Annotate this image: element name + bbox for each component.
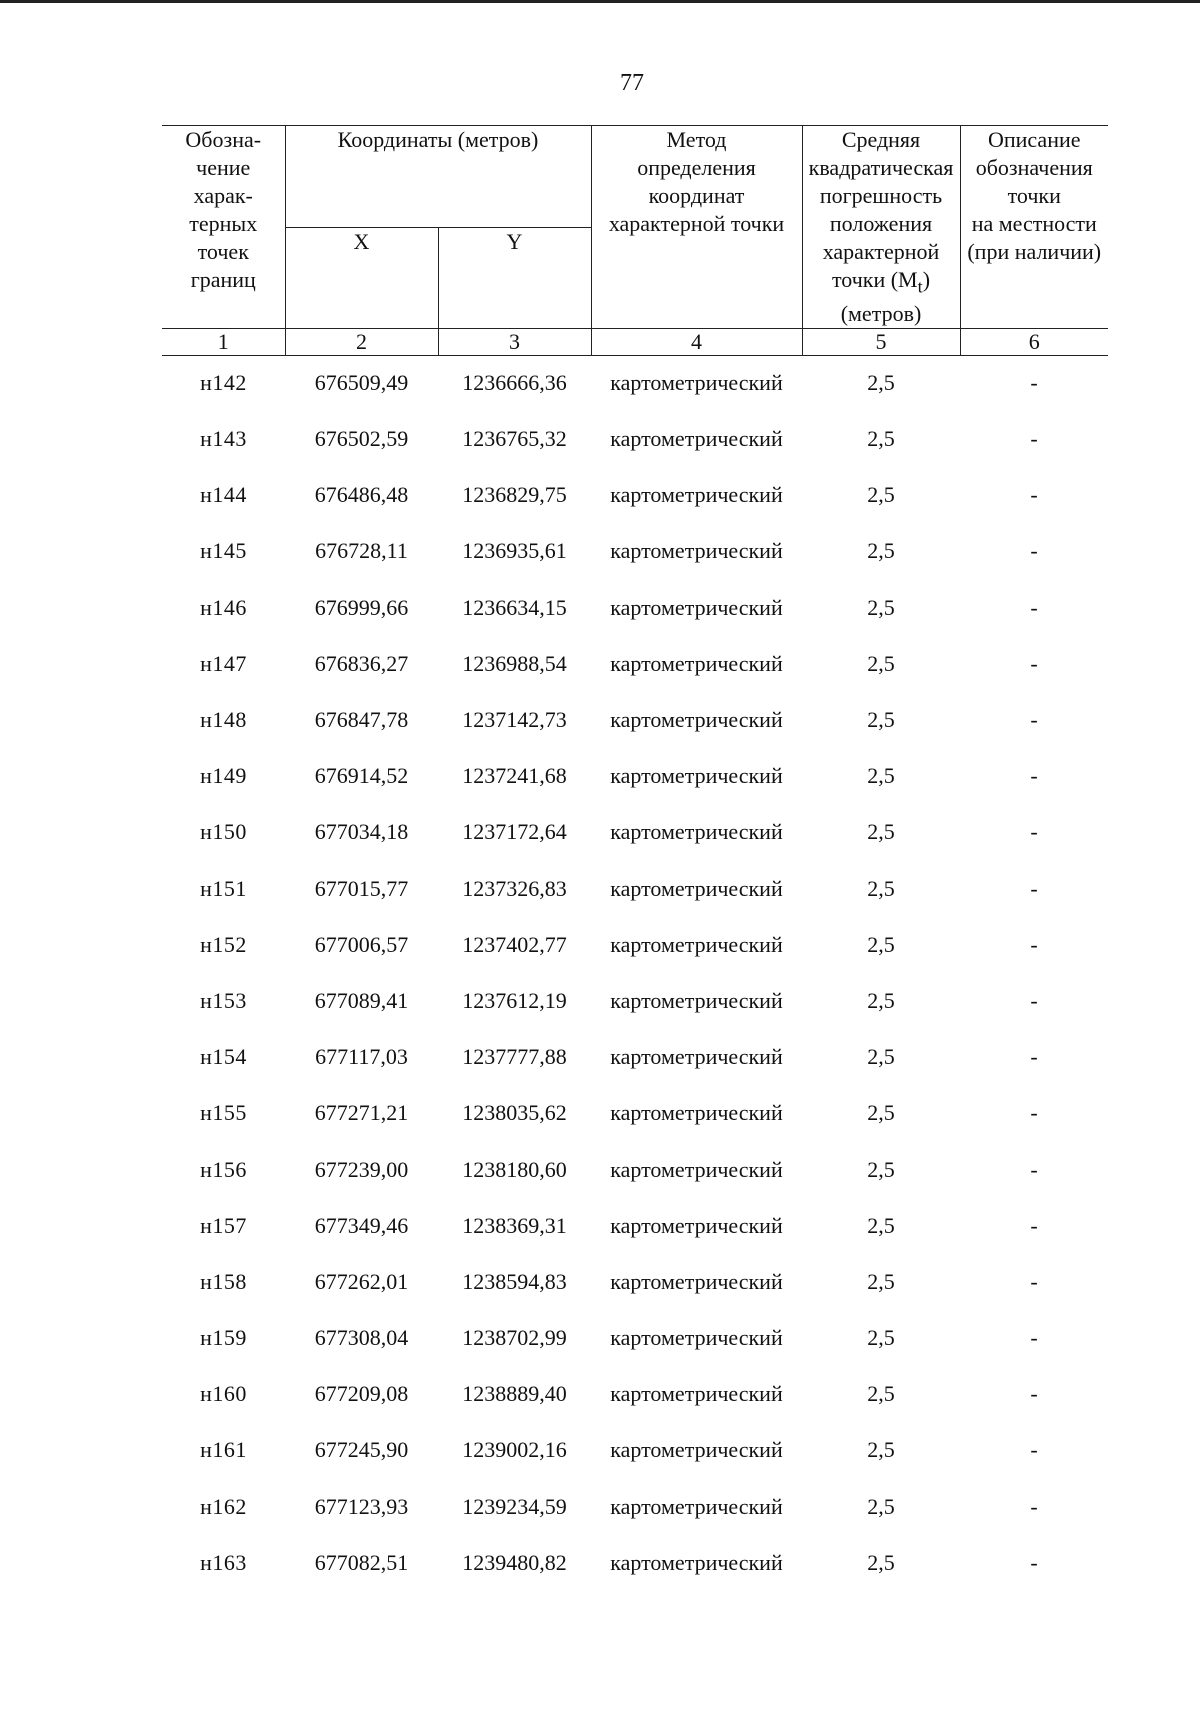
cell-description: - — [1030, 482, 1038, 508]
cell-description: - — [1030, 1549, 1038, 1575]
cell-method: картометрический — [610, 1493, 783, 1519]
cell-method: картометрический — [610, 987, 783, 1013]
cell-description: - — [1030, 987, 1038, 1013]
table-row — [162, 412, 1108, 468]
cell-y: 1236829,75 — [462, 482, 567, 508]
cell-description: - — [1030, 1212, 1038, 1238]
cell-y: 1239234,59 — [462, 1493, 567, 1519]
cell-x: 677015,77 — [314, 875, 409, 901]
cell-y: 1237326,83 — [462, 875, 567, 901]
cell-method: картометрический — [610, 1044, 783, 1070]
cell-method: картометрический — [610, 1437, 783, 1463]
column-number: 5 — [802, 329, 960, 356]
cell-y: 1238369,31 — [462, 1212, 567, 1238]
cell-error: 2,5 — [867, 1044, 895, 1070]
cell-point: н151 — [200, 875, 247, 901]
table-row — [162, 581, 1108, 637]
cell-method: картометрический — [610, 538, 783, 564]
cell-description: - — [1030, 931, 1038, 957]
table-row — [162, 1480, 1108, 1536]
cell-error: 2,5 — [867, 819, 895, 845]
table-row — [162, 1199, 1108, 1255]
cell-point: н154 — [200, 1044, 247, 1070]
cell-point: н143 — [200, 426, 247, 452]
cell-method: картометрический — [610, 1325, 783, 1351]
cell-x: 676502,59 — [314, 426, 409, 452]
header-coordinates: Координаты (метров) — [285, 126, 591, 228]
cell-description: - — [1030, 1156, 1038, 1182]
cell-point: н163 — [200, 1549, 247, 1575]
header-error: Средняя квадратическая погрешность положения характерной точки $(M_t)$ (метров) — [802, 126, 960, 329]
cell-y: 1239480,82 — [462, 1549, 567, 1575]
table-row — [162, 1030, 1108, 1086]
cell-description: - — [1030, 1437, 1038, 1463]
cell-y: 1237612,19 — [462, 987, 567, 1013]
cell-description: - — [1030, 426, 1038, 452]
column-number: 2 — [285, 329, 438, 356]
cell-y: 1238594,83 — [462, 1268, 567, 1294]
cell-point: н150 — [200, 819, 247, 845]
cell-x: 676836,27 — [314, 650, 409, 676]
cell-error: 2,5 — [867, 875, 895, 901]
cell-description: - — [1030, 1325, 1038, 1351]
cell-y: 1237142,73 — [462, 707, 567, 733]
cell-point: н144 — [200, 482, 247, 508]
table-row — [162, 1255, 1108, 1311]
cell-point: н146 — [200, 594, 247, 620]
table-row — [162, 1143, 1108, 1199]
cell-method: картометрический — [610, 1381, 783, 1407]
cell-x: 677006,57 — [314, 931, 409, 957]
cell-point: н156 — [200, 1156, 247, 1182]
cell-error: 2,5 — [867, 426, 895, 452]
header-description: Описание обозначения точки на местности (при наличии) — [960, 126, 1108, 329]
cell-description: - — [1030, 763, 1038, 789]
cell-point: н159 — [200, 1325, 247, 1351]
cell-description: - — [1030, 1381, 1038, 1407]
cell-y: 1236988,54 — [462, 650, 567, 676]
cell-x: 677123,93 — [314, 1493, 409, 1519]
cell-x: 676728,11 — [315, 538, 408, 564]
cell-error: 2,5 — [867, 1381, 895, 1407]
cell-error: 2,5 — [867, 482, 895, 508]
cell-error: 2,5 — [867, 1325, 895, 1351]
cell-x: 676509,49 — [314, 370, 409, 396]
header-method: Метод определения координат характерной точки — [591, 126, 802, 329]
cell-error: 2,5 — [867, 1156, 895, 1182]
cell-point: н157 — [200, 1212, 247, 1238]
table-body — [162, 356, 1108, 1592]
cell-error: 2,5 — [867, 1493, 895, 1519]
cell-description: - — [1030, 538, 1038, 564]
cell-x: 676914,52 — [314, 763, 409, 789]
coordinates-table — [162, 125, 1108, 1592]
cell-y: 1238035,62 — [462, 1100, 567, 1126]
cell-method: картометрический — [610, 426, 783, 452]
cell-method: картометрический — [610, 1156, 783, 1182]
cell-point: н149 — [200, 763, 247, 789]
column-numbers-row — [162, 329, 1108, 356]
cell-error: 2,5 — [867, 370, 895, 396]
cell-method: картометрический — [610, 763, 783, 789]
cell-error: 2,5 — [867, 987, 895, 1013]
cell-point: н153 — [200, 987, 247, 1013]
cell-description: - — [1030, 875, 1038, 901]
cell-x: 677262,01 — [314, 1268, 409, 1294]
table-row — [162, 693, 1108, 749]
table-row — [162, 468, 1108, 524]
cell-description: - — [1030, 819, 1038, 845]
cell-y: 1236765,32 — [462, 426, 567, 452]
column-number: 4 — [591, 329, 802, 356]
table-row — [162, 1536, 1108, 1592]
cell-y: 1237777,88 — [462, 1044, 567, 1070]
table-row — [162, 637, 1108, 693]
cell-error: 2,5 — [867, 707, 895, 733]
cell-method: картометрический — [610, 370, 783, 396]
cell-error: 2,5 — [867, 538, 895, 564]
column-number: 6 — [960, 329, 1108, 356]
cell-x: 677082,51 — [314, 1549, 409, 1575]
cell-y: 1236935,61 — [462, 538, 567, 564]
cell-y: 1237402,77 — [462, 931, 567, 957]
table-row — [162, 862, 1108, 918]
cell-method: картометрический — [610, 1549, 783, 1575]
cell-method: картометрический — [610, 1212, 783, 1238]
scan-top-edge — [0, 0, 1200, 3]
cell-y: 1236634,15 — [462, 594, 567, 620]
cell-error: 2,5 — [867, 1437, 895, 1463]
table-row — [162, 1367, 1108, 1423]
cell-error: 2,5 — [867, 1268, 895, 1294]
cell-x: 677117,03 — [315, 1044, 408, 1070]
column-number: 1 — [162, 329, 285, 356]
cell-description: - — [1030, 370, 1038, 396]
cell-description: - — [1030, 1268, 1038, 1294]
cell-x: 677271,21 — [314, 1100, 409, 1126]
cell-x: 676847,78 — [314, 707, 409, 733]
cell-point: н161 — [200, 1437, 247, 1463]
cell-x: 677245,90 — [314, 1437, 409, 1463]
cell-x: 677089,41 — [314, 987, 409, 1013]
cell-point: н158 — [200, 1268, 247, 1294]
cell-description: - — [1030, 1100, 1038, 1126]
cell-y: 1238702,99 — [462, 1325, 567, 1351]
cell-x: 677239,00 — [314, 1156, 409, 1182]
cell-description: - — [1030, 707, 1038, 733]
header-y: Y — [438, 227, 591, 329]
cell-y: 1237172,64 — [462, 819, 567, 845]
cell-error: 2,5 — [867, 650, 895, 676]
table-row — [162, 1311, 1108, 1367]
table-row — [162, 356, 1108, 412]
table-row — [162, 749, 1108, 805]
cell-x: 677349,46 — [314, 1212, 409, 1238]
cell-x: 676486,48 — [314, 482, 409, 508]
cell-method: картометрический — [610, 707, 783, 733]
cell-point: н142 — [200, 370, 247, 396]
cell-description: - — [1030, 594, 1038, 620]
cell-description: - — [1030, 1044, 1038, 1070]
table-row — [162, 1423, 1108, 1479]
cell-x: 677209,08 — [314, 1381, 409, 1407]
header-x: X — [285, 227, 438, 329]
cell-y: 1238889,40 — [462, 1381, 567, 1407]
table-row — [162, 918, 1108, 974]
cell-error: 2,5 — [867, 1212, 895, 1238]
cell-x: 677034,18 — [314, 819, 409, 845]
table-row — [162, 974, 1108, 1030]
page-number: 77 — [620, 70, 644, 96]
table-row — [162, 524, 1108, 580]
cell-y: 1239002,16 — [462, 1437, 567, 1463]
cell-error: 2,5 — [867, 931, 895, 957]
cell-point: н152 — [200, 931, 247, 957]
cell-method: картометрический — [610, 594, 783, 620]
cell-description: - — [1030, 650, 1038, 676]
cell-method: картометрический — [610, 875, 783, 901]
cell-point: н162 — [200, 1493, 247, 1519]
header-designation: Обозна- чение харак- терных точек границ — [162, 126, 285, 329]
cell-point: н147 — [200, 650, 247, 676]
cell-method: картометрический — [610, 819, 783, 845]
cell-point: н155 — [200, 1100, 247, 1126]
column-number: 3 — [438, 329, 591, 356]
cell-point: н148 — [200, 707, 247, 733]
cell-error: 2,5 — [867, 594, 895, 620]
cell-y: 1237241,68 — [462, 763, 567, 789]
cell-x: 677308,04 — [314, 1325, 409, 1351]
cell-error: 2,5 — [867, 763, 895, 789]
cell-y: 1238180,60 — [462, 1156, 567, 1182]
cell-error: 2,5 — [867, 1549, 895, 1575]
table-row — [162, 1086, 1108, 1142]
cell-error: 2,5 — [867, 1100, 895, 1126]
table-row — [162, 805, 1108, 861]
cell-point: н145 — [200, 538, 247, 564]
cell-method: картометрический — [610, 482, 783, 508]
cell-point: н160 — [200, 1381, 247, 1407]
cell-method: картометрический — [610, 1268, 783, 1294]
cell-y: 1236666,36 — [462, 370, 567, 396]
cell-method: картометрический — [610, 931, 783, 957]
cell-description: - — [1030, 1493, 1038, 1519]
cell-method: картометрический — [610, 1100, 783, 1126]
cell-x: 676999,66 — [314, 594, 409, 620]
cell-method: картометрический — [610, 650, 783, 676]
